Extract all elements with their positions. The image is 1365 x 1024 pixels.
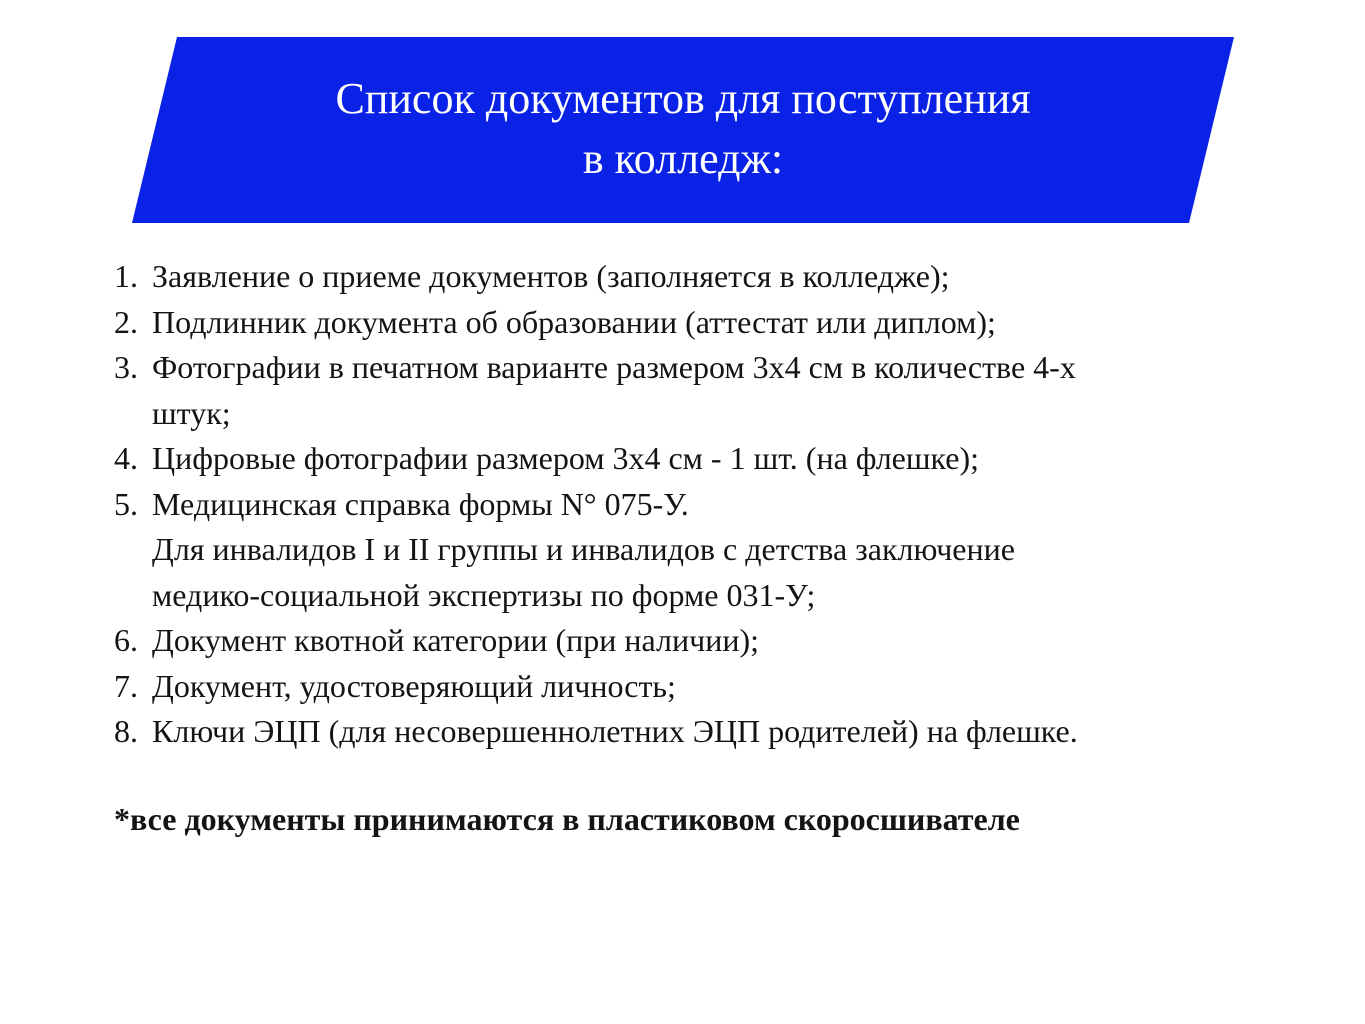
item-number: 8. bbox=[114, 713, 138, 749]
item-number: 7. bbox=[114, 667, 138, 704]
slide-title bbox=[132, 69, 1234, 189]
item-number: 2. bbox=[114, 303, 138, 340]
footnote: *все документы принимаются в пластиковом скоросшивателе bbox=[114, 801, 1020, 837]
item-text: Документ квотной категории (при наличии); bbox=[152, 622, 760, 658]
item-text: Для инвалидов I и II группы и инвалидов с детства заключение bbox=[152, 531, 1015, 567]
item-text: Документ, удостоверяющий личность; bbox=[152, 667, 676, 704]
item-text: штук; bbox=[152, 394, 231, 431]
item-number: 5. bbox=[114, 485, 138, 522]
list-item bbox=[114, 664, 1314, 710]
list-item bbox=[114, 300, 1314, 346]
list-item bbox=[114, 436, 1314, 482]
list-item bbox=[114, 345, 1314, 436]
item-number: 3. bbox=[114, 349, 138, 385]
documents-list bbox=[114, 254, 1314, 755]
item-text: медико-социальной экспертизы по форме 031-У; bbox=[152, 576, 816, 613]
item-text: Цифровые фотографии размером 3x4 см - 1 шт. (на флешке); bbox=[152, 440, 980, 476]
item-text: Ключи ЭЦП (для несовершеннолетних ЭЦП родителей) на флешке. bbox=[152, 713, 1078, 749]
item-number: 4. bbox=[114, 440, 138, 476]
item-number: 1. bbox=[114, 258, 138, 294]
slide-title-line: в колледж: bbox=[582, 134, 784, 183]
list-item bbox=[114, 709, 1314, 755]
item-text: Фотографии в печатном варианте размером 3x4 см в количестве 4-х bbox=[152, 349, 1076, 385]
item-text: Медицинская справка формы N° 075-У. bbox=[152, 485, 689, 522]
slide-title-line: Список документов для поступления bbox=[335, 74, 1031, 123]
item-number: 6. bbox=[114, 622, 138, 658]
item-text: Заявление о приеме документов (заполняется в колледже); bbox=[152, 258, 950, 294]
list-item bbox=[114, 618, 1314, 664]
item-text: Подлинник документа об образовании (аттестат или диплом); bbox=[152, 303, 996, 340]
list-item bbox=[114, 482, 1314, 619]
list-item bbox=[114, 254, 1314, 300]
